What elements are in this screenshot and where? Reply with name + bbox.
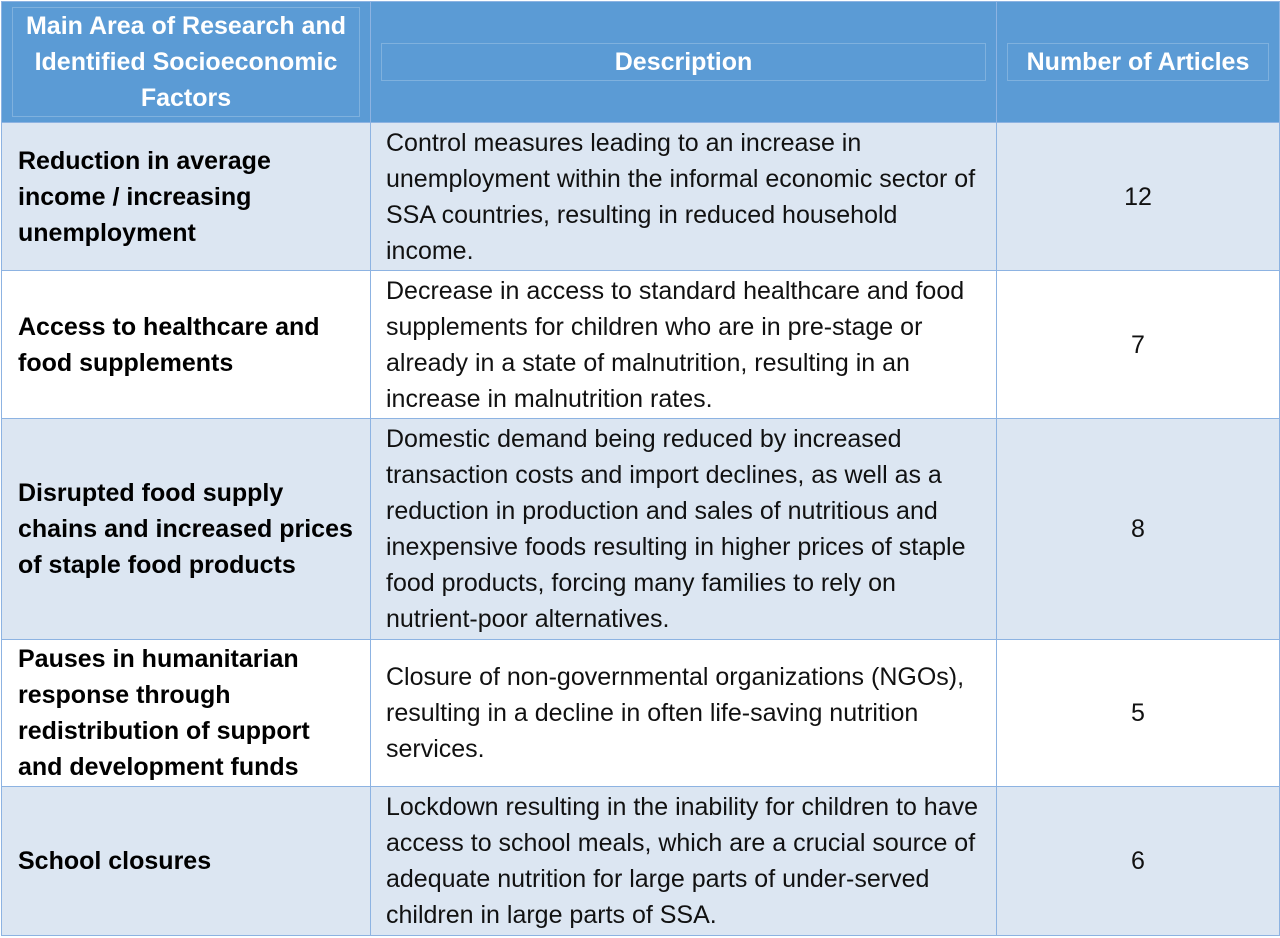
column-header-count-label: Number of Articles bbox=[1007, 43, 1269, 81]
article-count-cell: 12 bbox=[997, 123, 1280, 271]
socioeconomic-factors-table bbox=[1, 1, 1280, 936]
article-count-cell: 5 bbox=[997, 640, 1280, 787]
article-count-cell: 6 bbox=[997, 787, 1280, 936]
article-count-cell: 7 bbox=[997, 271, 1280, 419]
column-header-description-label: Description bbox=[381, 43, 986, 81]
area-cell: Access to healthcare and food supplements bbox=[2, 271, 371, 419]
area-cell: School closures bbox=[2, 787, 371, 936]
area-cell: Disrupted food supply chains and increased prices of staple food products bbox=[2, 419, 371, 640]
column-header-count bbox=[997, 2, 1280, 123]
area-cell: Pauses in humanitarian response through redistribution of support and development funds bbox=[2, 640, 371, 787]
table-row bbox=[2, 787, 1280, 936]
column-header-area-label: Main Area of Research and Identified Socioeconomic Factors bbox=[12, 7, 360, 117]
description-cell: Decrease in access to standard healthcare and food supplements for children who are in pre-stage or already in a state of malnutrition, resulting in an increase in malnutrition rates. bbox=[371, 271, 997, 419]
table-row bbox=[2, 271, 1280, 419]
table-header-row bbox=[2, 2, 1280, 123]
article-count-cell: 8 bbox=[997, 419, 1280, 640]
description-cell: Control measures leading to an increase in unemployment within the informal economic sector of SSA countries, resulting in reduced household income. bbox=[371, 123, 997, 271]
description-cell: Lockdown resulting in the inability for children to have access to school meals, which are a crucial source of adequate nutrition for large parts of under-served children in large parts of SSA. bbox=[371, 787, 997, 936]
column-header-description bbox=[371, 2, 997, 123]
column-header-area bbox=[2, 2, 371, 123]
table-row bbox=[2, 419, 1280, 640]
table-row bbox=[2, 640, 1280, 787]
area-cell: Reduction in average income / increasing unemployment bbox=[2, 123, 371, 271]
description-cell: Domestic demand being reduced by increased transaction costs and import declines, as well as a reduction in production and sales of nutritious and inexpensive foods resulting in higher prices of staple food products, forcing many families to rely on nutrient-poor alternatives. bbox=[371, 419, 997, 640]
table-row bbox=[2, 123, 1280, 271]
description-cell: Closure of non-governmental organizations (NGOs), resulting in a decline in often life-saving nutrition services. bbox=[371, 640, 997, 787]
